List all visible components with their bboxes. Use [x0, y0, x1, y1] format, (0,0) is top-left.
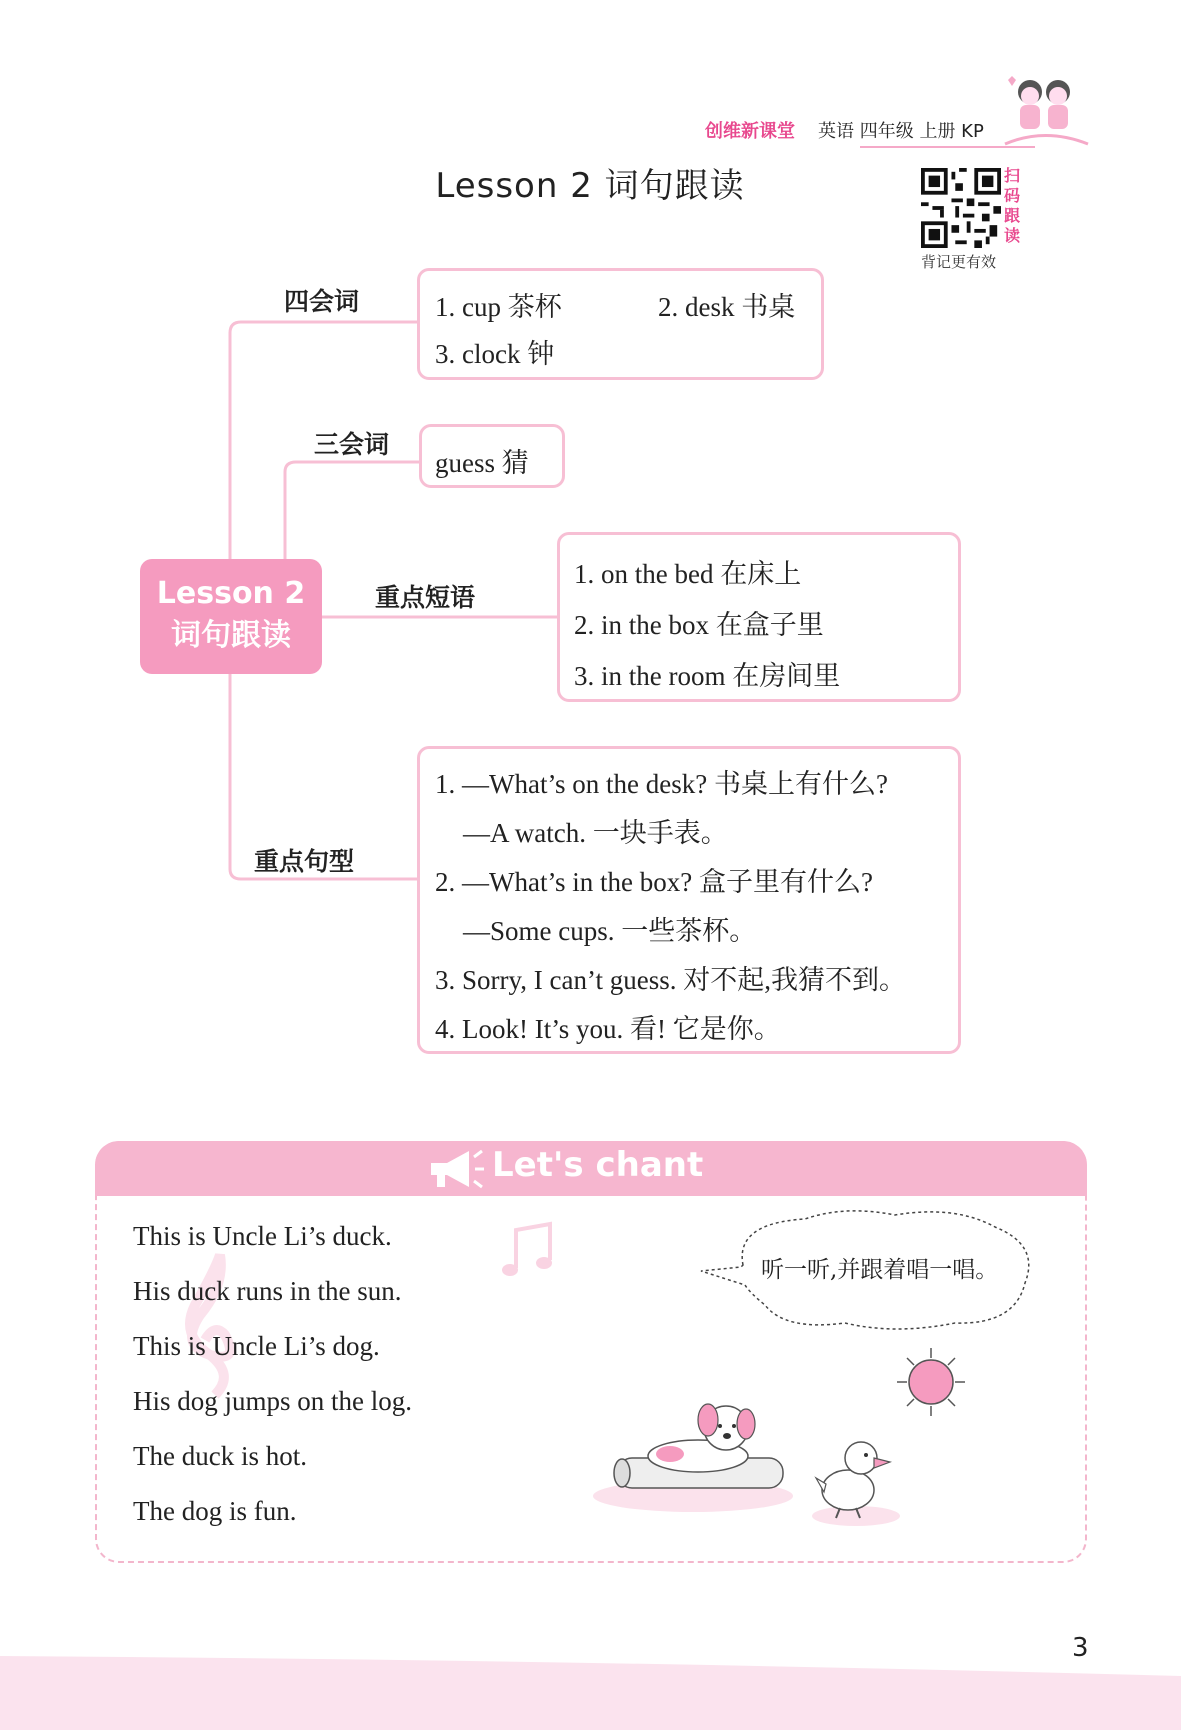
lesson-hub	[140, 559, 322, 674]
phrase-item: 1. on the bed 在床上	[574, 559, 802, 589]
treble-clef-icon	[165, 1245, 255, 1405]
qr-label: 扫 码 跟 读	[1004, 166, 1021, 245]
phrase-item: 2. in the box 在盒子里	[574, 610, 824, 640]
sentence-item: 4. Look! It’s you. 看! 它是你。	[435, 1014, 781, 1044]
chant-line: This is Uncle Li’s duck.	[133, 1221, 392, 1251]
bubble-text: 听一听,并跟着唱一唱。	[761, 1257, 999, 1283]
chant-line: The dog is fun.	[133, 1496, 297, 1526]
word-item: 2. desk 书桌	[658, 292, 796, 322]
chant-line: This is Uncle Li’s dog.	[133, 1331, 380, 1361]
chant-line: The duck is hot.	[133, 1441, 307, 1471]
dog-on-log-illustration	[588, 1396, 803, 1516]
sentence-item: 2. —What’s in the box? 盒子里有什么?	[435, 867, 873, 897]
four-skill-label: 四会词	[284, 287, 360, 316]
series-name: 创维新课堂	[705, 121, 795, 142]
hub-line-1: Lesson 2	[156, 576, 306, 611]
chant-line: His duck runs in the sun.	[133, 1276, 402, 1306]
sentences-label: 重点句型	[254, 847, 355, 876]
word-item: 1. cup 茶杯	[435, 292, 562, 322]
sentence-item: —A watch. 一块手表。	[463, 818, 728, 848]
word-item: guess 猜	[435, 448, 529, 478]
sun-icon	[895, 1346, 967, 1418]
page-title: Lesson 2 词句跟读	[435, 166, 745, 206]
page-number: 3	[1072, 1633, 1089, 1663]
three-skill-label: 三会词	[314, 430, 390, 459]
megaphone-icon	[425, 1147, 485, 1191]
sentence-item: 3. Sorry, I can’t guess. 对不起,我猜不到。	[435, 965, 906, 995]
music-note-icon	[498, 1220, 558, 1282]
book-meta: 英语 四年级 上册 KP	[818, 121, 984, 142]
qr-caption: 背记更有效	[921, 253, 997, 271]
hub-line-2: 词句跟读	[171, 618, 291, 653]
chant-line: His dog jumps on the log.	[133, 1386, 413, 1416]
sentence-item: —Some cups. 一些茶杯。	[463, 916, 757, 946]
sentence-item: 1. —What’s on the desk? 书桌上有什么?	[435, 769, 888, 799]
footer-band	[0, 1650, 1181, 1730]
phrases-label: 重点短语	[375, 583, 476, 612]
phrase-item: 3. in the room 在房间里	[574, 661, 841, 691]
chant-title: Let's chant	[492, 1145, 704, 1185]
word-item: 3. clock 钟	[435, 339, 555, 369]
duck-illustration	[806, 1428, 906, 1528]
